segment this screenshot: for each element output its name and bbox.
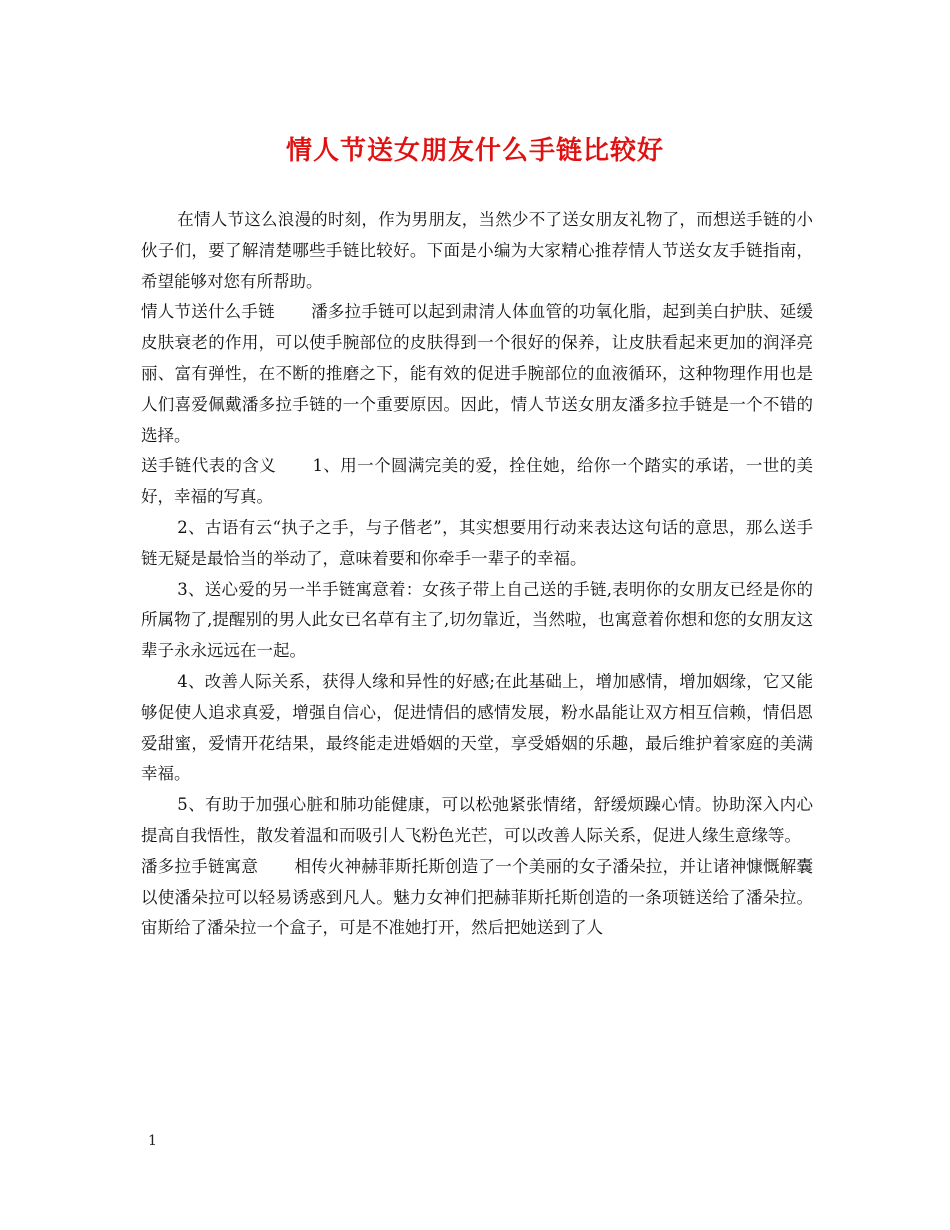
page-number: 1 [148, 1133, 157, 1149]
section-pandora-meaning [141, 852, 813, 944]
section-label-bracelet-choice: 情人节送什么手链 [141, 302, 275, 322]
meaning-point-2: 2、古语有云“执子之手，与子偕老”，其实想要用行动来表达这句话的意思，那么送手链无疑是最恰当的举动了，意味着要和你牵手一辈子的幸福。 [141, 517, 813, 568]
section-bracelet-meaning [141, 451, 813, 513]
document-body [141, 205, 813, 944]
section-text-bracelet-choice: 潘多拉手链可以起到肃清人体血管的功氧化脂，起到美白护肤、延缓皮肤衰老的作用，可以使手腕部位的皮肤得到一个很好的保养，让皮肤看起来更加的润泽亮丽、富有弹性，在不断的推磨之下，能有效的促进手腕部位的血液循环，这种物理作用也是人们喜爱佩戴潘多拉手链的一个重要原因。因此，情人节送女朋友潘多拉手链是一个不错的选择。 [141, 302, 814, 445]
section-label-bracelet-meaning: 送手链代表的含义 [141, 456, 277, 476]
section-text-bracelet-meaning: 1、用一个圆满完美的爱，拴住她，给你一个踏实的承诺，一世的美好，幸福的写真。 [141, 456, 814, 507]
section-label-pandora-meaning: 潘多拉手链寓意 [141, 856, 259, 876]
section-text-pandora-meaning: 相传火神赫菲斯托斯创造了一个美丽的女子潘朵拉，并让诸神慷慨解囊以使潘朵拉可以轻易诱惑到凡人。魅力女神们把赫菲斯托斯创造的一条项链送给了潘朵拉。宙斯给了潘朵拉一个盒子，可是不准她打开，然后把她送到了人 [141, 856, 814, 938]
document-title: 情人节送女朋友什么手链比较好 [285, 136, 664, 166]
meaning-point-3: 3、送心爱的另一半手链寓意着：女孩子带上自己送的手链,表明你的女朋友已经是你的所属物了,提醒别的男人此女已名草有主了,切勿靠近，当然啦，也寓意着你想和您的女朋友这辈子永永远远在一起。 [141, 579, 813, 661]
intro-paragraph: 在情人节这么浪漫的时刻，作为男朋友，当然少不了送女朋友礼物了，而想送手链的小伙子们，要了解清楚哪些手链比较好。下面是小编为大家精心推荐情人节送女友手链指南，希望能够对您有所帮助。 [141, 210, 813, 291]
section-bracelet-choice [141, 297, 813, 451]
meaning-point-5: 5、有助于加强心脏和肺功能健康，可以松弛紧张情绪，舒缓烦躁心情。协助深入内心提高自我悟性，散发着温和而吸引人飞粉色光芒，可以改善人际关系，促进人缘生意缘等。 [141, 795, 813, 845]
meaning-point-4: 4、改善人际关系，获得人缘和异性的好感;在此基础上，增加感情，增加姻缘，它又能够促使人追求真爱，增强自信心，促进情侣的感情发展，粉水晶能让双方相互信赖，情侣恩爱甜蜜，爱情开花结果，最终能走进婚姻的天堂，享受婚姻的乐趣，最后维护着家庭的美满幸福。 [141, 671, 813, 784]
